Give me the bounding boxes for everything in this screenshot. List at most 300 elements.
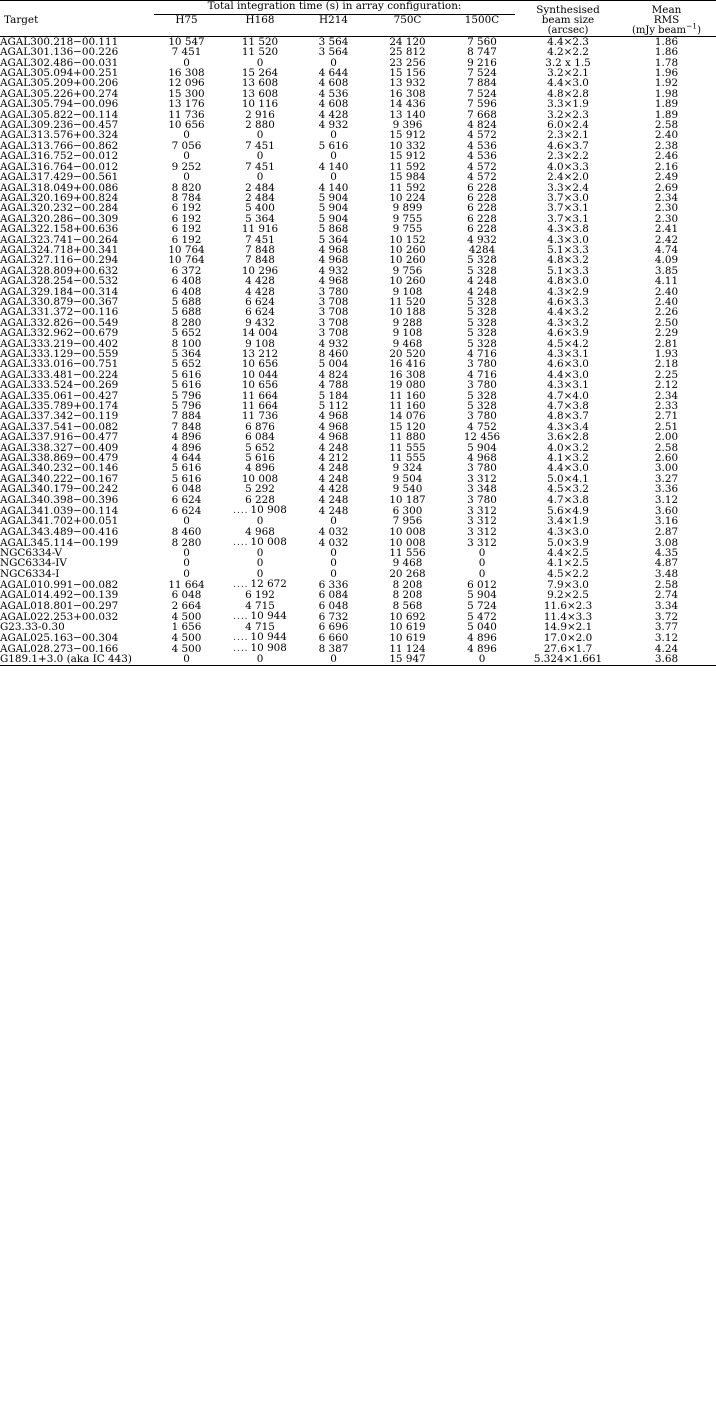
cell-h75: 6 624 <box>171 493 202 506</box>
cell-c750: 13 932 <box>389 77 426 90</box>
table-row <box>0 558 716 568</box>
cell-c1500: 3 780 <box>467 358 497 371</box>
cell-c1500: 7 560 <box>467 35 497 48</box>
cell-h168: 7 451 <box>245 139 275 152</box>
cell-h214: 6 336 <box>318 578 349 591</box>
cell-c1500: 5 472 <box>467 610 497 623</box>
cell-rms: 3.72 <box>654 610 679 623</box>
cell-rms: 2.60 <box>654 452 679 465</box>
cell-target: AGAL316.764−00.012 <box>0 160 119 173</box>
table-row <box>0 516 716 526</box>
cell-beam: 9.2×2.5 <box>547 589 589 602</box>
cell-c750: 14 436 <box>389 98 426 111</box>
cell-h214: 4 428 <box>318 483 349 496</box>
cell-c750: 9 288 <box>392 316 423 329</box>
cell-c750: 9 396 <box>392 119 423 132</box>
cell-beam: 4.6×3.7 <box>547 139 589 152</box>
cell-c750: 10 188 <box>389 306 426 319</box>
cell-target: AGAL337.541−00.082 <box>0 420 119 433</box>
cell-c750: 10 260 <box>389 275 426 288</box>
cell-h214: 0 <box>330 129 337 142</box>
cell-c1500: 6 012 <box>467 578 497 591</box>
cell-target: AGAL332.826−00.549 <box>0 316 119 329</box>
cell-h214: 5 364 <box>318 233 349 246</box>
header-mean: Mean <box>651 4 682 16</box>
leader-dots: .... <box>233 537 249 548</box>
cell-h168: 13 212 <box>241 348 279 360</box>
cell-h214: 0 <box>330 557 337 570</box>
cell-h75: 6 408 <box>171 285 202 298</box>
cell-target: NGC6334-V <box>0 546 63 559</box>
cell-c750: 8 208 <box>392 578 423 591</box>
cell-h214: 4 248 <box>318 493 349 506</box>
cell-rms: 2.58 <box>654 578 679 591</box>
cell-target: AGAL305.226+00.274 <box>0 87 119 100</box>
cell-c750: 15 912 <box>389 150 426 163</box>
cell-rms: 3.48 <box>654 567 679 580</box>
cell-beam: 4.3×3.8 <box>547 223 589 236</box>
cell-c750: 8 208 <box>392 589 423 602</box>
cell-h214: 5 868 <box>318 223 349 236</box>
cell-h168: .... 10 944 <box>233 609 287 622</box>
cell-h75: 4 896 <box>171 431 202 444</box>
table-row <box>0 622 716 632</box>
cell-rms: 1.93 <box>654 348 679 360</box>
cell-c1500: 4 248 <box>467 285 497 298</box>
cell-c1500: 5 328 <box>467 316 497 329</box>
cell-h168: 11 916 <box>241 223 279 236</box>
cell-beam: 3.7×3.1 <box>547 212 589 225</box>
cell-h75: 6 408 <box>171 275 202 288</box>
group-header-integration-time: Total integration time (s) in array configuration: <box>150 1 519 15</box>
cell-target: AGAL301.136−00.226 <box>0 46 119 59</box>
cell-c1500: 7 524 <box>467 67 497 80</box>
cell-c750: 23 256 <box>389 56 426 69</box>
cell-h75: 6 048 <box>171 483 202 496</box>
cell-c1500: 5 724 <box>467 599 497 612</box>
cell-target: AGAL324.718+00.341 <box>0 243 119 256</box>
cell-h75: 8 784 <box>171 191 202 204</box>
cell-c750: 24 120 <box>389 35 426 48</box>
cell-h75: 5 688 <box>171 306 202 319</box>
cell-c750: 9 755 <box>392 212 423 225</box>
cell-h168: 6 624 <box>245 306 275 319</box>
cell-h75: 11 736 <box>168 108 205 121</box>
cell-c1500: 4284 <box>468 243 496 256</box>
cell-rms: 2.29 <box>654 327 679 340</box>
cell-rms: 2.69 <box>654 181 679 194</box>
cell-h168: 2 880 <box>245 119 275 132</box>
cell-h168: 7 848 <box>245 254 275 267</box>
cell-h214: 4 032 <box>318 525 349 538</box>
cell-target: AGAL317.429−00.561 <box>0 171 119 184</box>
cell-c1500: 4 572 <box>467 171 497 184</box>
cell-h75: 15 300 <box>168 87 205 100</box>
units-header-row <box>0 26 716 36</box>
cell-c750: 11 555 <box>389 441 426 454</box>
cell-h214: 8 387 <box>318 642 349 655</box>
cell-h75: 11 664 <box>168 578 205 591</box>
cell-target: AGAL022.253+00.032 <box>0 610 119 623</box>
header-synthesised: Synthesised <box>536 4 600 16</box>
cell-rms: 4.74 <box>654 243 679 256</box>
header-1500c: 1500C <box>464 14 500 27</box>
cell-rms: 1.86 <box>654 46 679 59</box>
cell-c1500: 6 228 <box>467 223 497 236</box>
cell-h75: 5 796 <box>171 400 202 413</box>
cell-rms: 2.42 <box>654 233 679 246</box>
cell-h214: 4 824 <box>318 368 349 381</box>
leader-dots: .... <box>233 644 249 655</box>
cell-h75: 16 308 <box>168 67 205 80</box>
cell-rms: 3.34 <box>654 599 679 612</box>
cell-beam: 5.0×4.1 <box>547 472 589 485</box>
cell-h168: 4 428 <box>245 275 275 288</box>
cell-c750: 10 260 <box>389 254 426 267</box>
cell-h214: 4 608 <box>318 98 349 111</box>
cell-h168: 14 004 <box>241 327 279 340</box>
cell-c750: 9 468 <box>392 337 423 350</box>
cell-c750: 10 692 <box>389 610 426 623</box>
cell-rms: 2.18 <box>654 358 679 371</box>
cell-h75: 8 100 <box>171 337 202 350</box>
cell-h214: 4 968 <box>318 243 349 256</box>
cell-rms: 2.74 <box>654 589 679 602</box>
cell-h75: 4 500 <box>171 642 202 655</box>
cell-target: AGAL305.794−00.096 <box>0 98 119 111</box>
cell-target: AGAL337.342−00.119 <box>0 410 119 423</box>
cell-h168: 0 <box>256 56 264 69</box>
cell-target: AGAL318.049+00.086 <box>0 181 119 194</box>
cell-h168: .... 10 944 <box>233 631 287 644</box>
cell-h75: 6 192 <box>171 202 202 215</box>
cell-beam: 6.0×2.4 <box>547 119 589 132</box>
cell-beam: 5.1×3.3 <box>547 243 589 256</box>
cell-rms: 4.11 <box>654 275 679 288</box>
cell-c750: 10 008 <box>389 525 426 538</box>
cell-beam: 2.4×2.0 <box>547 171 589 184</box>
cell-h214: 4 608 <box>318 77 349 90</box>
cell-c750: 16 416 <box>389 358 426 371</box>
header-h214: H214 <box>319 14 348 27</box>
cell-h75: 9 252 <box>171 160 202 173</box>
group-header-spacer <box>0 1 150 15</box>
cell-c750: 8 568 <box>392 599 423 612</box>
observations-table <box>0 0 716 666</box>
cell-c1500: 4 716 <box>467 348 497 360</box>
cell-h168: 10 656 <box>241 379 279 392</box>
cell-c1500: 3 312 <box>467 515 497 528</box>
cell-beam: 3.7×3.1 <box>547 202 589 215</box>
cell-c750: 10 619 <box>389 631 426 644</box>
cell-beam: 3.4×1.9 <box>547 515 589 528</box>
cell-h214: 4 212 <box>318 452 349 465</box>
cell-c750: 15 120 <box>389 420 426 433</box>
cell-rms: 3.77 <box>654 620 679 633</box>
cell-h214: 0 <box>330 56 337 69</box>
cell-h168: 2 916 <box>245 108 275 121</box>
cell-c750: 11 592 <box>389 181 426 194</box>
cell-h75: 0 <box>183 56 190 69</box>
cell-c1500: 7 884 <box>467 77 497 90</box>
cell-target: AGAL345.114−00.199 <box>0 536 119 549</box>
cell-c1500: 6 228 <box>467 181 497 194</box>
cell-h214: 4 932 <box>318 337 349 350</box>
cell-h214: 6 048 <box>318 599 349 612</box>
cell-c1500: 0 <box>478 567 486 580</box>
cell-beam: 4.4×2.3 <box>547 35 589 48</box>
cell-rms: 2.58 <box>654 119 679 132</box>
cell-rms: 2.12 <box>654 379 679 392</box>
cell-rms: 2.30 <box>654 212 679 225</box>
table-row <box>0 527 716 537</box>
cell-h214: 3 708 <box>318 327 349 340</box>
cell-h75: 10 547 <box>168 35 205 48</box>
cell-h75: 12 096 <box>168 77 205 90</box>
cell-target: AGAL327.116−00.294 <box>0 254 119 267</box>
cell-rms: 2.40 <box>654 129 679 142</box>
cell-h168: 2 484 <box>245 191 275 204</box>
cell-c750: 10 187 <box>389 493 426 506</box>
cell-h75: 8 820 <box>171 181 202 194</box>
cell-rms: 4.35 <box>654 546 679 559</box>
leader-dots: .... <box>233 580 249 591</box>
cell-rms: 2.34 <box>654 389 679 402</box>
cell-beam: 4.4×3.0 <box>547 368 589 381</box>
cell-h214: 0 <box>330 515 337 528</box>
cell-h75: 5 688 <box>171 295 202 308</box>
cell-target: AGAL341.702+00.051 <box>0 515 119 528</box>
cell-c1500: 6 228 <box>467 191 497 204</box>
cell-target: AGAL332.962−00.679 <box>0 327 119 340</box>
cell-h214: 4 140 <box>318 160 349 173</box>
cell-h75: 4 500 <box>171 631 202 644</box>
cell-h168: 0 <box>256 129 264 142</box>
cell-h168: 5 400 <box>245 202 275 215</box>
cell-c750: 11 880 <box>389 431 426 444</box>
table-row <box>0 601 716 611</box>
cell-rms: 2.71 <box>654 410 679 423</box>
cell-target: AGAL309.236−00.457 <box>0 119 119 132</box>
cell-rms: 2.25 <box>654 368 679 381</box>
cell-beam: 3.7×3.0 <box>547 191 589 204</box>
cell-c750: 9 504 <box>392 472 423 485</box>
group-header-row <box>0 1 716 15</box>
cell-h168: 0 <box>256 515 264 528</box>
cell-h214: 8 460 <box>318 348 349 360</box>
cell-c1500: 5 904 <box>467 441 497 454</box>
table-row <box>0 276 716 286</box>
cell-beam: 4.1×2.5 <box>547 557 589 570</box>
cell-h168: 4 715 <box>245 620 275 633</box>
cell-h75: 1 656 <box>171 620 202 633</box>
cell-c1500: 3 312 <box>467 472 497 485</box>
cell-h75: 5 616 <box>171 462 202 475</box>
cell-h75: 6 192 <box>171 212 202 225</box>
cell-beam: 3.3×2.4 <box>547 181 589 194</box>
cell-rms: 1.92 <box>654 77 679 90</box>
cell-target: AGAL340.232−00.146 <box>0 462 119 475</box>
cell-target: AGAL341.039−00.114 <box>0 504 119 517</box>
cell-beam: 4.8×3.7 <box>547 410 589 423</box>
cell-c750: 20 268 <box>389 567 426 580</box>
cell-rms: 2.50 <box>654 316 679 329</box>
cell-c750: 11 160 <box>389 389 426 402</box>
cell-beam: 3.2 x 1.5 <box>545 56 591 69</box>
cell-h214: 5 112 <box>318 400 349 413</box>
cell-target: AGAL333.016−00.751 <box>0 358 119 371</box>
cell-c1500: 8 747 <box>467 46 497 59</box>
cell-rms: 2.33 <box>654 400 679 413</box>
units-750c <box>370 26 445 36</box>
column-header-row <box>0 15 716 25</box>
cell-target: AGAL340.179−00.242 <box>0 483 119 496</box>
cell-h214: 4 248 <box>318 462 349 475</box>
cell-target: AGAL323.741−00.264 <box>0 233 119 246</box>
cell-c750: 15 912 <box>389 129 426 142</box>
table-row <box>0 590 716 600</box>
cell-h75: 7 884 <box>171 410 202 423</box>
cell-h214: 5 184 <box>318 389 349 402</box>
cell-beam: 5.1×3.3 <box>547 264 589 277</box>
cell-h168: .... 10 008 <box>233 535 287 548</box>
cell-target: AGAL302.486−00.031 <box>0 56 119 69</box>
cell-h168: 0 <box>256 557 264 570</box>
cell-h75: 6 192 <box>171 233 202 246</box>
cell-c1500: 4 716 <box>467 368 497 381</box>
cell-h168: 0 <box>256 546 264 559</box>
cell-h75: 0 <box>183 150 190 163</box>
cell-beam: 27.6×1.7 <box>543 642 593 655</box>
cell-rms: 3.12 <box>654 631 679 644</box>
cell-beam: 4.7×4.0 <box>547 389 589 402</box>
cell-c750: 9 108 <box>392 285 423 298</box>
cell-h168: 7 848 <box>245 243 275 256</box>
cell-target: AGAL300.218−00.111 <box>0 35 119 48</box>
cell-h75: 4 500 <box>171 610 202 623</box>
cell-rms: 3.16 <box>654 515 679 528</box>
leader-dots: .... <box>233 633 249 644</box>
cell-h75: 7 451 <box>171 46 202 59</box>
cell-c1500: 6 228 <box>467 202 497 215</box>
cell-c750: 13 140 <box>389 108 426 121</box>
cell-h214: 4 788 <box>318 379 349 392</box>
cell-beam: 4.8×3.0 <box>547 275 589 288</box>
cell-h75: 7 848 <box>171 420 202 433</box>
cell-rms: 2.38 <box>654 139 679 152</box>
cell-h214: 5 904 <box>318 212 349 225</box>
cell-c1500: 5 328 <box>467 264 497 277</box>
cell-rms: 2.46 <box>654 150 679 163</box>
table-row <box>0 569 716 579</box>
cell-beam: 3.2×2.3 <box>547 108 589 121</box>
cell-h75: 0 <box>183 129 190 142</box>
cell-rms: 3.85 <box>654 264 679 277</box>
table-row <box>0 548 716 558</box>
cell-h168: 7 451 <box>245 160 275 173</box>
cell-target: G23.33-0.30 <box>0 620 65 633</box>
cell-rms: 1.89 <box>654 98 679 111</box>
cell-beam: 4.3×3.4 <box>547 420 589 433</box>
cell-c750: 9 899 <box>392 202 423 215</box>
cell-h168: 5 616 <box>245 452 275 465</box>
cell-c1500: 4 572 <box>467 160 497 173</box>
cell-target: AGAL305.822−00.114 <box>0 108 119 121</box>
cell-c750: 10 332 <box>389 139 426 152</box>
header-rms: RMS <box>653 14 680 27</box>
cell-c750: 16 308 <box>389 368 426 381</box>
cell-rms: 3.12 <box>654 493 679 506</box>
cell-c1500: 6 228 <box>467 212 497 225</box>
cell-h75: 5 616 <box>171 472 202 485</box>
cell-beam: 4.2×2.2 <box>547 46 589 59</box>
cell-h214: 5 904 <box>318 202 349 215</box>
cell-rms: 3.08 <box>654 536 679 549</box>
cell-beam: 4.0×3.3 <box>547 160 589 173</box>
cell-rms: 2.16 <box>654 160 679 173</box>
cell-c750: 10 224 <box>389 191 426 204</box>
cell-target: AGAL313.576+00.324 <box>0 129 119 142</box>
cell-target: AGAL320.169+00.824 <box>0 191 119 204</box>
cell-rms: 2.81 <box>654 337 679 350</box>
cell-rms: 2.58 <box>654 441 679 454</box>
cell-h214: 0 <box>330 546 337 559</box>
cell-c1500: 3 312 <box>467 504 497 517</box>
cell-target: AGAL333.481−00.224 <box>0 368 119 381</box>
cell-h214: 4 968 <box>318 420 349 433</box>
cell-h168: 6 084 <box>245 431 275 444</box>
cell-c1500: 3 312 <box>467 536 497 549</box>
cell-h75: 6 624 <box>171 504 202 517</box>
cell-h168: 11 664 <box>241 400 279 413</box>
cell-c1500: 5 904 <box>467 589 497 602</box>
cell-c1500: 4 752 <box>467 420 497 433</box>
header-h75: H75 <box>175 14 198 27</box>
cell-h214: 6 732 <box>318 610 349 623</box>
cell-target: NGC6334-IV <box>0 557 67 570</box>
cell-c1500: 4 536 <box>467 139 497 152</box>
leader-dots: .... <box>233 506 249 517</box>
cell-h168: 10 296 <box>241 264 279 277</box>
cell-h168: 4 428 <box>245 285 275 298</box>
cell-rms: 2.51 <box>654 420 679 433</box>
cell-c1500: 4 896 <box>467 631 497 644</box>
cell-h214: 4 932 <box>318 119 349 132</box>
cell-target: AGAL010.991−00.082 <box>0 578 119 591</box>
cell-h168: 0 <box>256 567 264 580</box>
cell-h168: 11 736 <box>241 410 279 423</box>
cell-c750: 11 556 <box>389 546 426 559</box>
cell-c750: 9 108 <box>392 327 423 340</box>
cell-c750: 10 152 <box>389 233 426 246</box>
cell-beam: 4.3×3.0 <box>547 525 589 538</box>
cell-c750: 14 076 <box>389 410 426 423</box>
cell-h168: 13 608 <box>241 77 279 90</box>
cell-beam: 4.5×4.2 <box>547 337 589 350</box>
cell-beam: 14.9×2.1 <box>543 620 593 633</box>
cell-beam: 3.2×2.1 <box>547 67 589 80</box>
cell-rms: 1.78 <box>654 56 679 69</box>
cell-h168: 4 896 <box>245 462 275 475</box>
cell-c1500: 3 780 <box>467 379 497 392</box>
leader-dots: .... <box>233 611 249 622</box>
cell-h214: 5 904 <box>318 191 349 204</box>
cell-c750: 20 520 <box>389 348 426 360</box>
cell-c1500: 5 328 <box>467 337 497 350</box>
cell-beam: 4.0×3.2 <box>547 441 589 454</box>
cell-h168: 5 292 <box>245 483 275 496</box>
cell-target: AGAL338.869−00.479 <box>0 452 119 465</box>
